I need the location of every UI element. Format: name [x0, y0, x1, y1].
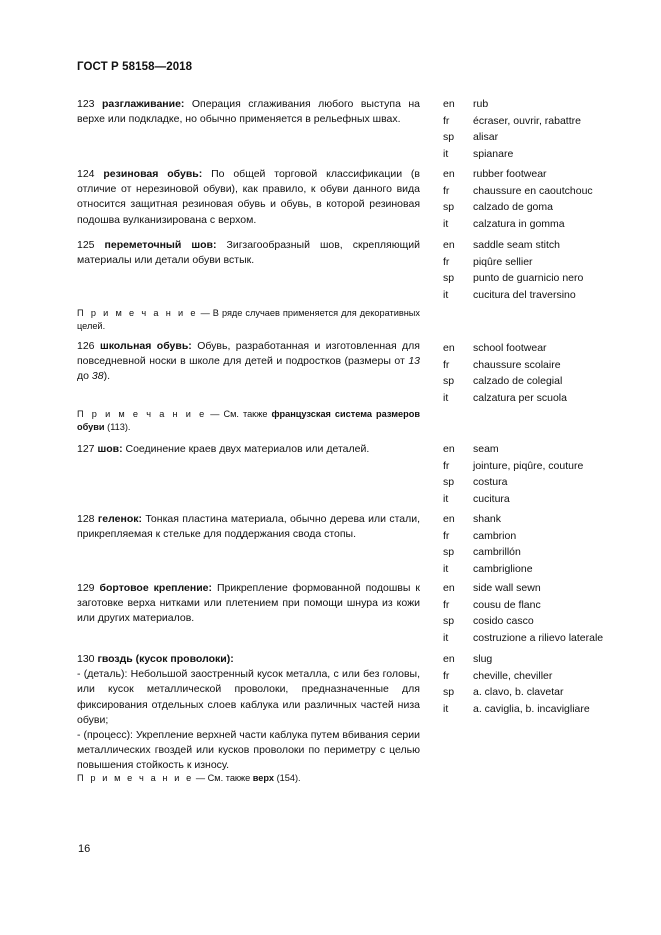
definition: 127 шов: Соединение краев двух материалов или деталей. [77, 443, 370, 455]
definition: 130 гвоздь (кусок проволоки): - (деталь): Небольшой заостренный кусок металла, с или без головы, или кусок металлической проволоки, предназначенные для фиксирования отдельных слоев каблука или различных частей низа обуви; - (процесс): Укрепление верхней части каблука путем вбивания серии металлических гвоздей или кусков проволоки по периметру с целью повышения стойкость к износу. [77, 652, 420, 774]
definition: 126 школьная обувь: Обувь, разработанная и изготовленная для повседневной носки в школе для детей и подростков (размеры от 13 до 38). [77, 340, 420, 383]
note-130: П р и м е ч а н и е — См. также верх (154). [77, 773, 301, 783]
translations: en side wall sewn fr cousu de flanc sp cosido casco it costruzione a rilievo laterale [443, 582, 604, 645]
definition: 124 резиновая обувь: По общей торговой классификации (в отличие от нерезиновой обуви), как правило, к обуви данного вида относится защитная резиновая обувь и обувь, в которой резиновая подошва вулканизирована с верхом. [77, 168, 421, 226]
translations: en rub fr écraser, ouvrir, rabattre sp alisar it spianare [443, 98, 581, 161]
document-header: ГОСТ Р 58158—2018 [77, 61, 193, 73]
term: резиновая обувь: [103, 168, 203, 180]
definition: 123 разглаживание: Операция сглаживания любого выступа на верхе или подкладке, но обычно применяется в рельефных швах. [77, 98, 421, 126]
page-number: 16 [78, 843, 91, 855]
translations: en shank fr cambrion sp cambrillón it cambriglione [443, 513, 533, 576]
definition-part: - (процесс): Укрепление верхней части каблука путем вбивания серии металлических гвоздей или кусков проволоки по периметру с целью повышения стойкость к износу. [77, 729, 420, 772]
definition: 129 бортовое крепление: Прикрепление формованной подошвы к заготовке верха нитками или плетением при помощи шнура из кожи или других материалов. [77, 582, 420, 625]
term: школьная обувь: [99, 340, 192, 352]
definition: 125 переметочный шов: Зигзагообразный шов, скрепляющий материалы или детали обуви встык. [77, 239, 420, 267]
term: геленок: [97, 513, 142, 525]
note-126: П р и м е ч а н и е — См. также французская система размеров обуви (113). [77, 409, 420, 432]
term: шов: [97, 443, 123, 455]
translations: en saddle seam stitch fr piqûre sellier sp punto de guarnicio nero it cucitura del traversino [443, 239, 584, 302]
term: гвоздь (кусок проволоки): [97, 653, 234, 665]
term: разглаживание: [102, 98, 185, 110]
term: переметочный шов: [104, 239, 217, 251]
translations: en seam fr jointure, piqûre, couture sp costura it cucitura [443, 443, 584, 506]
translations: en slug fr cheville, cheviller sp a. clavo, b. clavetar it a. caviglia, b. incavigliare [443, 653, 590, 716]
definition-part: - (деталь): Небольшой заостренный кусок металла, с или без головы, или кусок металлической проволоки, предназначенные для фиксирования отдельных слоев каблука или различных частей низа обуви; [77, 668, 420, 726]
definition: 128 геленок: Тонкая пластина материала, обычно дерева или стали, прикрепляемая к стельке для поддержания свода стопы. [77, 513, 421, 541]
term: бортовое крепление: [99, 582, 213, 594]
translations: en school footwear fr chaussure scolaire sp calzado de colegial it calzatura per scuola [443, 342, 567, 405]
translations: en rubber footwear fr chaussure en caoutchouc sp calzado de goma it calzatura in gomma [443, 168, 593, 231]
note-125: П р и м е ч а н и е — В ряде случаев применяется для декоративных целей. [77, 308, 420, 331]
